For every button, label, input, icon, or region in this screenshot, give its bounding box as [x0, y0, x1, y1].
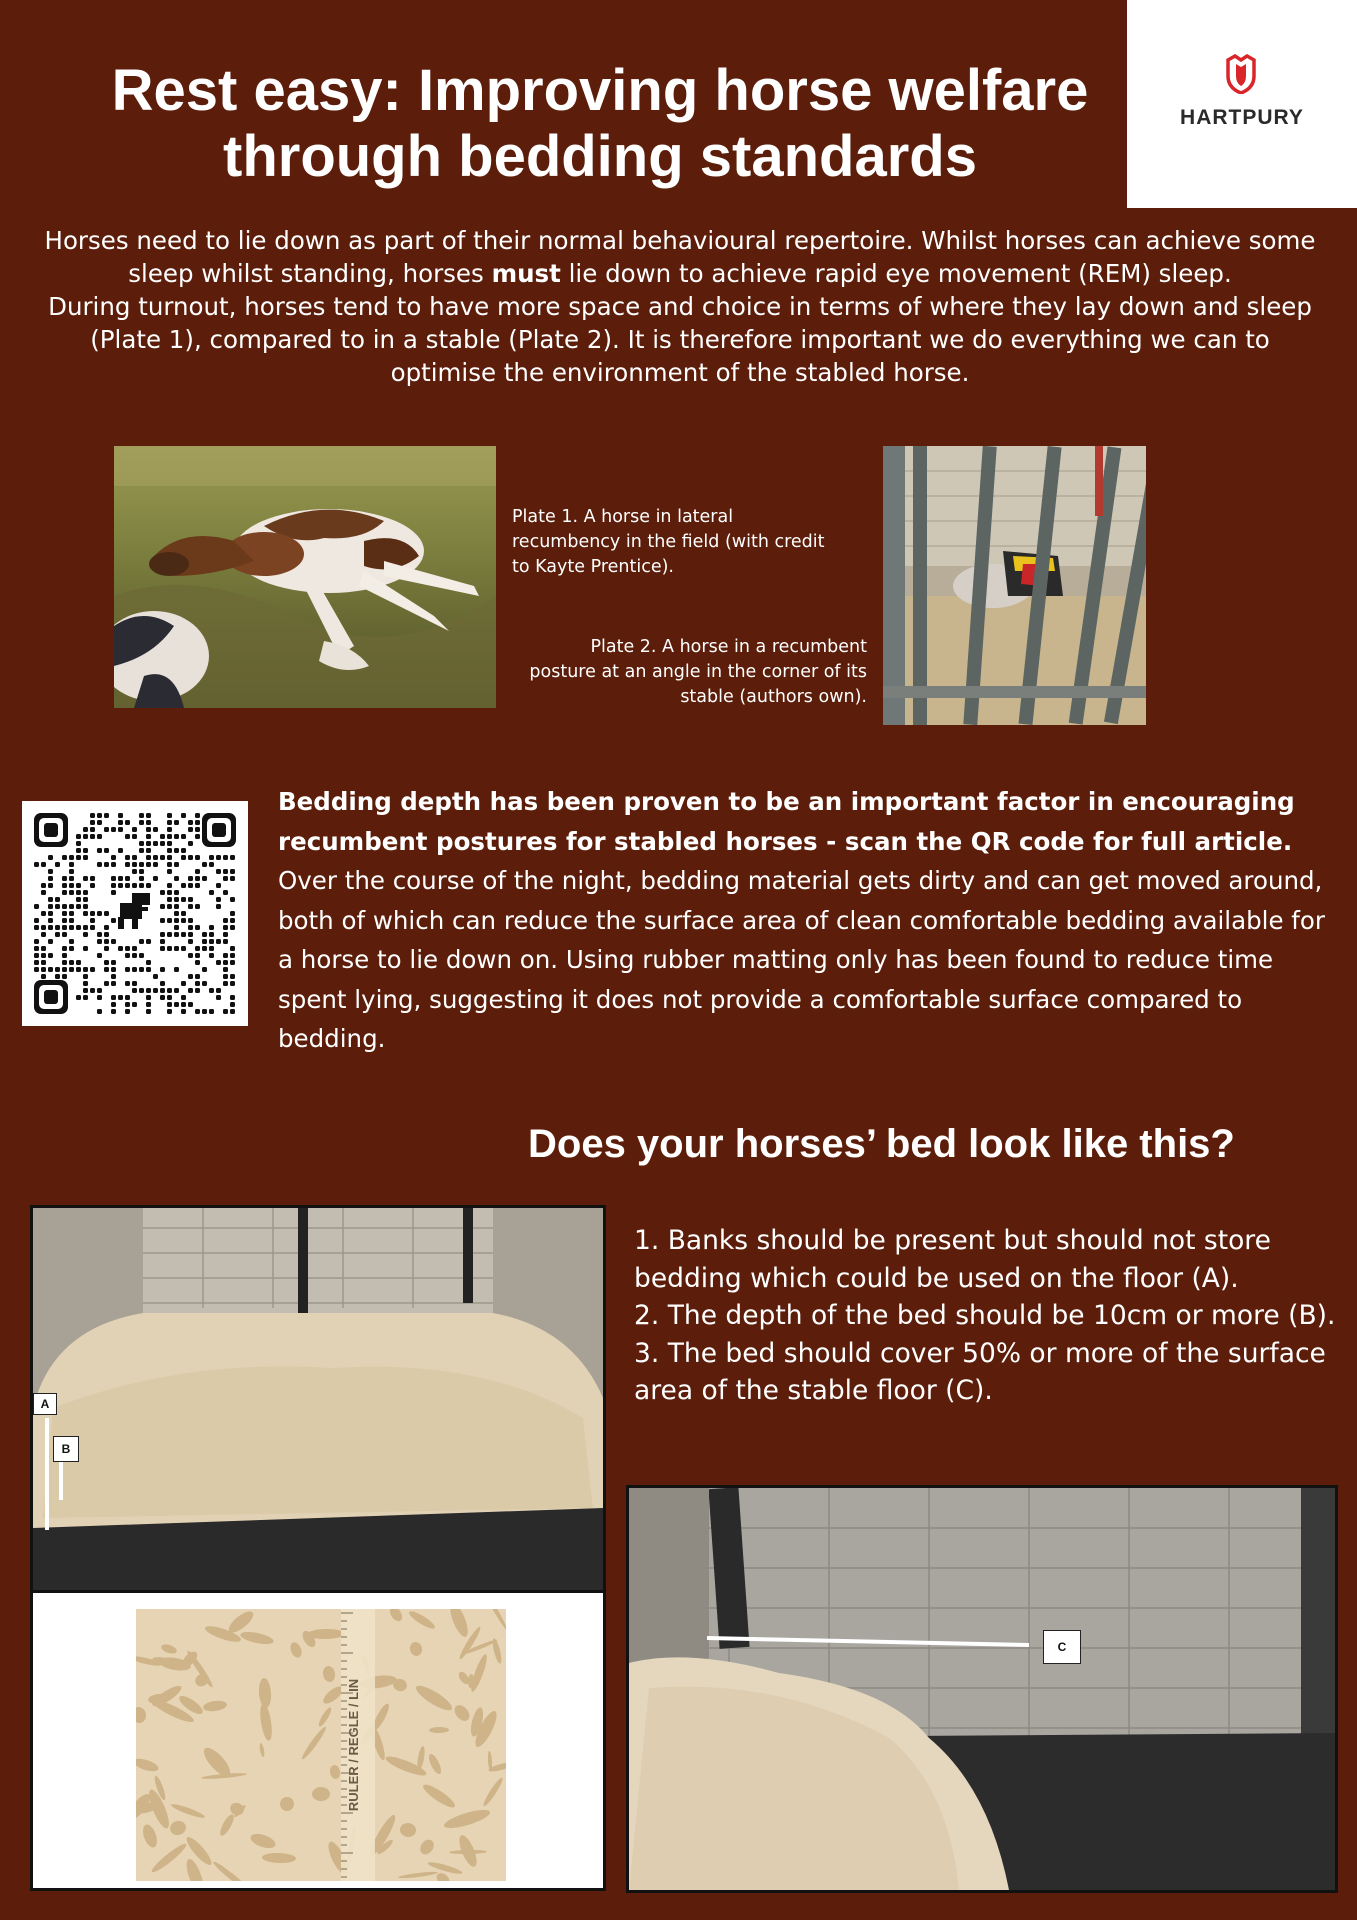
standard-item-3: 3. The bed should cover 50% or more of the surface area of the stable floor (C).	[634, 1337, 1326, 1406]
stable-bedding-banks-photo	[30, 1205, 606, 1593]
marker-c: C	[1043, 1630, 1081, 1664]
intro-paragraph-1	[40, 224, 1320, 290]
marker-b: B	[53, 1436, 79, 1462]
plate2-caption: Plate 2. A horse in a recumbent posture at an angle in the corner of its stable (authors own).	[529, 637, 867, 707]
qr-code-icon	[22, 801, 248, 1026]
plate2-horse-stable-photo	[883, 446, 1146, 725]
shield-icon	[1224, 54, 1258, 94]
bedding-depth-body: Over the course of the night, bedding material gets dirty and can get moved around, both of which can reduce the surface area of clean comfortable bedding available for a horse to lie down on. Using rubber matting only has been found to reduce time spent lying, suggesting it does not provide a comfortable surface compared to bedding.	[278, 866, 1325, 1053]
logo-text: HARTPURY	[1180, 106, 1304, 129]
page-title	[60, 58, 1140, 190]
bedding-depth-paragraph	[278, 782, 1338, 1059]
intro-p1-start: Horses need to lie down as part of their normal behavioural repertoire. Whilst horses can achieve some sleep whilst standing, horses	[44, 226, 1316, 288]
ruler-label: RULER / REGLE / LIN	[346, 1678, 361, 1812]
intro-paragraph-2: During turnout, horses tend to have more space and choice in terms of where they lay down and sleep (Plate 1), compared to in a stable (Plate 2). It is therefore important we do everything we can to optimise the environment of the stabled horse.	[48, 292, 1312, 387]
standard-item-1: 1. Banks should be present but should not store bedding which could be used on the floor (A).	[634, 1225, 1271, 1294]
plate1-horse-field-photo	[114, 446, 496, 708]
standard-item-2: 2. The depth of the bed should be 10cm or more (B).	[634, 1300, 1336, 1331]
hartpury-logo	[1127, 0, 1357, 208]
section-heading: Does your horses’ bed look like this?	[528, 1122, 1235, 1166]
stable-bedding-coverage-photo	[626, 1485, 1338, 1893]
title-line-1: Rest easy: Improving horse welfare	[111, 58, 1089, 123]
title-line-2: through bedding standards	[223, 124, 977, 189]
bedding-depth-highlight: Bedding depth has been proven to be an important factor in encouraging recumbent postures for stabled horses - scan the QR code for full article.	[278, 787, 1295, 856]
qr-code[interactable]	[22, 801, 248, 1026]
bedding-standards-list	[634, 1222, 1346, 1410]
marker-a: A	[33, 1393, 57, 1415]
intro-text	[40, 224, 1320, 389]
plate1-caption: Plate 1. A horse in lateral recumbency in the field (with credit to Kayte Prentice).	[512, 507, 825, 577]
ruler-depth-photo	[136, 1609, 506, 1881]
intro-p1-emphasis: must	[491, 259, 561, 288]
intro-p1-end: lie down to achieve rapid eye movement (REM) sleep.	[560, 259, 1232, 288]
ruler-depth-panel	[30, 1593, 606, 1891]
